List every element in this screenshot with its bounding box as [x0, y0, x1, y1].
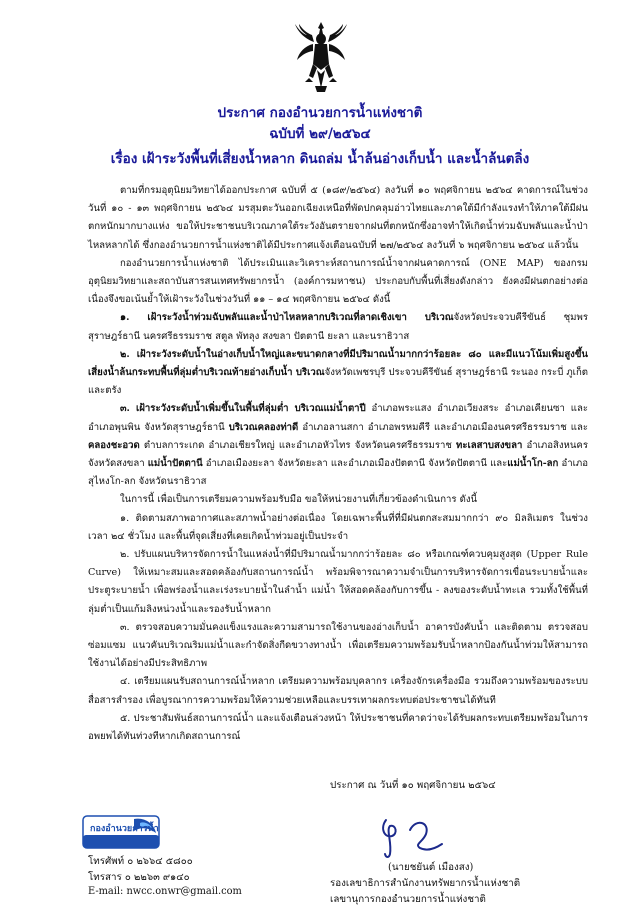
- warning-item-3-cha-uat: คลองชะอวด: [88, 439, 140, 451]
- instruction-item-3: ๓. ตรวจสอบความมั่นคงแข็งแรงและความสามารถใช้งานของอ่างเก็บน้ำ อาคารบังคับน้ำ และติดตาม ตรวจสอบ ซ่อมแซม แนวคันบริเวณริมแม่น้ำและกำจัดสิ่งกีดขวางทางน้ำ เพื่อเตรียมความพร้อมรับน้ำหลากป้องกันน้ำท่วมให้สามารถใช้งานได้อย่างมีประสิทธิภาพ: [88, 621, 588, 670]
- instruction-item-5: ๕. ประชาสัมพันธ์สถานการณ์น้ำ และแจ้งเตือนล่วงหน้า ให้ประชาชนที่คาดว่าจะได้รับผลกระทบเตรียมพร้อมในการอพยพได้ทันท่วงทีหากเกิดสถานการณ์: [88, 712, 588, 743]
- announcement-date: ประกาศ ณ วันที่ ๑๐ พฤศจิกายน ๒๕๖๔: [330, 780, 496, 791]
- handwritten-signature: [376, 808, 456, 862]
- nwcc-logo: [82, 815, 160, 849]
- logo-text: กองอำนวยการน้ำ: [90, 824, 159, 834]
- signer-position-1: รองเลขาธิการสำนักงานทรัพยากรน้ำแห่งชาติ: [330, 878, 521, 889]
- contact-phone: โทรศัพท์ ๐ ๒๖๖๔ ๕๘๐๐: [88, 856, 193, 867]
- paragraph-assessment: กองอำนวยการน้ำแห่งชาติ ได้ประเมินและวิเคราะห์สถานการณ์น้ำจากฝนคาดการณ์ (ONE MAP) ของกรมอุตุนิยมวิทยาและสถาบันสารสนเทศทรัพยากรน้ำ (องค์การมหาชน) ประกอบกับพื้นที่เสี่ยงดังกล่าว ยังคงมีฝนตกอย่างต่อเนื่องจึงขอเน้นย้ำให้เฝ้าระวังในช่วงวันที่ ๑๑ – ๑๔ พฤศจิกายน ๒๕๖๔ ดังนี้: [88, 257, 588, 306]
- instructions-intro: ในการนี้ เพื่อเป็นการเตรียมความพร้อมรับมือ ขอให้หน่วยงานที่เกี่ยวข้องดำเนินการ ดังนี้: [120, 494, 478, 506]
- paragraph-background: ตามที่กรมอุตุนิยมวิทยาได้ออกประกาศ ฉบับที่ ๕ (๑๘๙/๒๕๖๔) ลงวันที่ ๑๐ พฤศจิกายน ๒๕๖๔ คาดการณ์ในช่วงวันที่ ๑๐ - ๑๓ พฤศจิกายน ๒๕๖๔ มรสุมตะวันออกเฉียงเหนือที่พัดปกคลุมอ่าวไทยและภาคใต้มีกำลังแรงทำให้ภาคใต้มีฝนตกหนักมากบางแห่ง ขอให้ประชาชนบริเวณภาคใต้ระวังอันตรายจากฝนที่ตกหนักซึ่งอาจทำให้เกิดน้ำท่วมฉับพลันและน้ำป่าไหลหลากได้ ซึ่งกองอำนวยการน้ำแห่งชาติได้มีประกาศแจ้งเตือนฉบับที่ ๒๗/๒๕๖๔ ลงวันที่ ๖ พฤศจิกายน ๒๕๖๔ แล้วนั้น: [88, 185, 588, 251]
- warning-item-3-kolok-river: แม่น้ำโก-ลก: [507, 458, 559, 470]
- announcement-subject: เรื่อง เฝ้าระวังพื้นที่เสี่ยงน้ำหลาก ดินถล่ม น้ำล้นอ่างเก็บน้ำ และน้ำล้นตลิ่ง: [110, 151, 530, 167]
- warning-item-3-text: อำเภอเมืองยะลา จังหวัดยะลา และอำเภอเมืองปัตตานี จังหวัดปัตตานี และ: [202, 458, 508, 470]
- warning-item-3-text: ตำบลการะเกด อำเภอเชียรใหญ่ และอำเภอหัวไทร จังหวัดนครศรีธรรมราช: [139, 439, 457, 451]
- instruction-item-1: ๑. ติดตามสภาพอากาศและสภาพน้ำอย่างต่อเนื่อง โดยเฉพาะพื้นที่ที่มีฝนตกสะสมมากกว่า ๙๐ มิลลิเมตร ในช่วงเวลา ๒๔ ชั่วโมง และพื้นที่จุดเสี่ยงที่เคยเกิดน้ำท่วมอยู่เป็นประจำ: [88, 512, 588, 542]
- signer-name: (นายชยันต์ เมืองสง): [388, 862, 474, 873]
- warning-item-3-text: อำเภอสุไหงโก-ลก จังหวัดนราธิวาส: [88, 458, 588, 488]
- warning-item-3-heading: ๓. เฝ้าระวังระดับน้ำเพิ่มขึ้นในพื้นที่ลุ่มต่ำ บริเวณแม่น้ำตาปี: [120, 403, 366, 415]
- warning-item-1-heading: ๑. เฝ้าระวังน้ำท่วมฉับพลันและน้ำป่าไหลหลากบริเวณที่ลาดเชิงเขา บริเวณ: [120, 312, 454, 324]
- warning-item-3-tha-di: บริเวณคลองท่าดี: [228, 421, 299, 433]
- garuda-emblem-icon: [293, 20, 349, 94]
- warning-item-1: [88, 309, 588, 345]
- warning-item-3-songkhla-lake: ทะเลสาบสงขลา: [456, 439, 523, 451]
- instruction-item-4: ๔. เตรียมแผนรับสถานการณ์น้ำหลาก เตรียมความพร้อมบุคลากร เครื่องจักรเครื่องมือ รวมถึงความพร้อมของระบบสื่อสารสำรอง เพื่อบูรณาการความพร้อมให้ความช่วยเหลือและบรรเทาผลกระทบต่อประชาชนได้ทันที: [88, 676, 588, 706]
- warning-item-2-text: จังหวัดเพชรบุรี ประจวบคีรีขันธ์ สุราษฎร์ธานี ระนอง กระบี่ ภูเก็ต และตรัง: [88, 367, 588, 397]
- warning-item-3-pattani-river: แม่น้ำปัตตานี: [147, 458, 203, 470]
- warning-item-1-text: จังหวัดประจวบคีรีขันธ์ ชุมพร สุราษฎร์ธานี นครศรีธรรมราช สตูล พัทลุง สงขลา ปัตตานี ยะลา และนราธิวาส: [88, 312, 588, 342]
- warning-item-3-text: อำเภอลานสกา อำเภอพรหมคีรี และอำเภอเมืองนครศรีธรรมราช และ: [298, 421, 588, 433]
- warning-item-3-text: อำเภอพระแสง อำเภอเวียงสระ อำเภอเคียนซา และอำเภอพุนพิน จังหวัดสุราษฎร์ธานี: [88, 403, 588, 433]
- warning-item-3: [88, 400, 588, 491]
- announcement-body: [88, 182, 588, 746]
- contact-email: E-mail: nwcc.onwr@gmail.com: [88, 886, 242, 897]
- signer-position-2: เลขานุการกองอำนวยการน้ำแห่งชาติ: [330, 894, 486, 905]
- warning-item-2: [88, 346, 588, 401]
- contact-fax: โทรสาร ๐ ๒๒๖๓ ๙๑๔๐: [88, 872, 190, 883]
- warning-item-3-text: อำเภอสิงหนคร จังหวัดสงขลา: [88, 439, 588, 470]
- announcement-number: ฉบับที่ ๒๙/๒๕๖๔: [269, 126, 371, 142]
- instruction-item-2: ๒. ปรับแผนบริหารจัดการน้ำในแหล่งน้ำที่มีปริมาณน้ำมากกว่าร้อยละ ๘๐ หรือเกณฑ์ควบคุมสูงสุด (Upper Rule Curve) ให้เหมาะสมและสอดคล้องกับสถานการณ์น้ำ พร้อมพิจารณาความจำเป็นการบริหารจัดการเขื่อนระบายน้ำและประตูระบายน้ำ เพื่อพร่องน้ำและเร่งระบายน้ำในลำน้ำ แม่น้ำ ให้สอดคล้องกับการขึ้น - ลงของระดับน้ำทะเล รวมทั้งใช้พื้นที่ลุ่มต่ำเป็นแก้มลิงหน่วงน้ำและรองรับน้ำหลาก: [88, 549, 588, 615]
- warning-item-2-heading: ๒. เฝ้าระวังระดับน้ำในอ่างเก็บน้ำใหญ่และขนาดกลางที่มีปริมาณน้ำมากกว่าร้อยละ ๘๐ และมีแนวโน้มเพิ่มสูงขึ้น เสี่ยงน้ำล้นกระทบพื้นที่ลุ่มต่ำบริเวณท้ายอ่างเก็บน้ำ บริเวณ: [88, 348, 588, 379]
- announcement-title: ประกาศ กองอำนวยการน้ำแห่งชาติ: [217, 105, 423, 121]
